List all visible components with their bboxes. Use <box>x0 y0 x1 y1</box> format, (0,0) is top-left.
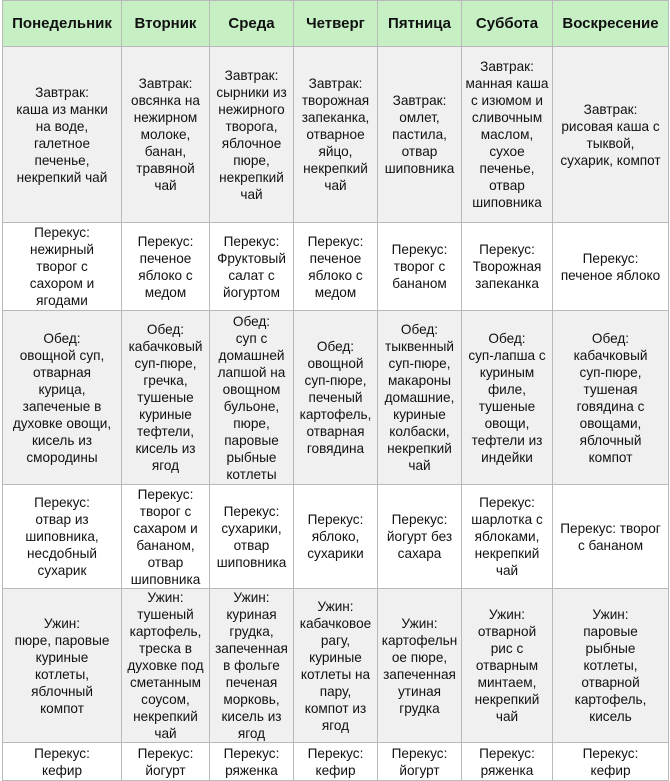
cell-text: Обед: овощной суп-пюре, печеный картофель, отварная говядина <box>299 339 372 456</box>
table-cell <box>378 311 462 485</box>
day-header-thursday: Четверг <box>294 1 378 47</box>
table-cell <box>3 311 122 485</box>
weekly-menu-table <box>2 0 669 781</box>
table-cell <box>462 223 553 311</box>
table-cell <box>294 311 378 485</box>
cell-text: Перекус: йогурт без сахара <box>386 512 453 561</box>
day-header-wednesday: Среда <box>210 1 294 47</box>
cell-text: Перекус: кефир <box>582 745 639 778</box>
day-header-saturday: Суббота <box>462 1 553 47</box>
table-cell <box>294 223 378 311</box>
cell-text: Ужин: картофельн ое пюре, запеченная утиная грудка <box>381 615 458 716</box>
cell-text: Обед: овощной суп, отварная курица, запеченые в духовке овощи, кисель из смородины <box>12 330 112 465</box>
cell-text: Перекус: печеное яблоко <box>560 250 661 283</box>
table-cell <box>462 47 553 223</box>
table-cell <box>462 485 553 589</box>
table-cell <box>122 311 210 485</box>
cell-text: Перекус: Творожная запеканка <box>472 242 542 291</box>
table-cell <box>3 589 122 743</box>
table-cell <box>553 47 669 223</box>
header-row <box>3 1 669 47</box>
cell-text: Перекус: йогурт <box>391 745 448 778</box>
cell-text: Ужин: кабачковое рагу, куриные котлеты на пару, компот из ягод <box>299 598 372 733</box>
table-cell <box>294 743 378 781</box>
table-cell <box>294 589 378 743</box>
table-cell <box>3 485 122 589</box>
cell-text: Перекус: йогурт <box>137 745 194 778</box>
table-cell <box>122 589 210 743</box>
breakfast-row <box>3 47 669 223</box>
table-cell <box>210 743 294 781</box>
snack-row-2 <box>3 485 669 589</box>
table-cell <box>122 743 210 781</box>
table-cell <box>3 223 122 311</box>
table-cell <box>378 589 462 743</box>
snack-row-3 <box>3 743 669 781</box>
cell-text: Перекус: сухарики, отвар шиповника <box>216 503 287 570</box>
table-cell <box>210 589 294 743</box>
cell-text: Обед: суп-лапша с куриным филе, тушеные овощи, тефтели из индейки <box>468 330 546 465</box>
cell-text: Перекус: ряженка <box>223 745 280 778</box>
table-cell <box>462 311 553 485</box>
day-header-friday: Пятница <box>378 1 462 47</box>
cell-text: Перекус: печеное яблоко с медом <box>137 233 194 300</box>
table-cell <box>553 223 669 311</box>
cell-text: Перекус: Фруктовый салат с йогуртом <box>217 233 286 300</box>
cell-text: Обед: кабачковый суп-пюре, тушеная говядина с овощами, яблочный компот <box>573 330 648 465</box>
lunch-row <box>3 311 669 485</box>
table-cell <box>553 485 669 589</box>
cell-text: Перекус: шарлотка с яблоками, некрепкий чай <box>471 495 543 578</box>
cell-text: Завтрак: манная каша с изюмом и сливочным маслом, сухое печенье, отвар шиповника <box>465 59 549 210</box>
day-header-monday: Понедельник <box>3 1 122 47</box>
table-cell <box>462 589 553 743</box>
day-header-tuesday: Вторник <box>122 1 210 47</box>
cell-text: Перекус: творог с сахаром и бананом, отвар шиповника <box>130 486 201 587</box>
table-cell <box>210 47 294 223</box>
cell-text: Обед: тыквенный суп-пюре, макароны домашние, куриные колбаски, некрепкий чай <box>384 322 455 473</box>
table-cell <box>553 743 669 781</box>
table-cell <box>462 743 553 781</box>
table-cell <box>3 47 122 223</box>
cell-text: Ужин: куриная грудка, запеченная в фольге печеная морковь, кисель из ягод <box>215 590 288 741</box>
cell-text: Завтрак: сырники из нежирного творога, яблочное пюре, некрепкий чай <box>216 67 287 202</box>
cell-text: Ужин: паровые рыбные котлеты, отварной картофель, кисель <box>574 607 647 724</box>
table-cell <box>553 589 669 743</box>
table-cell <box>210 485 294 589</box>
table-cell <box>553 311 669 485</box>
cell-text: Перекус: печеное яблоко с медом <box>307 233 364 300</box>
table-cell <box>122 223 210 311</box>
cell-text: Перекус: нежирный творог с сахором и ягодами <box>29 225 95 308</box>
cell-text: Завтрак: каша из манки на воде, галетное печенье, некрепкий чай <box>16 84 108 185</box>
cell-text: Ужин: пюре, паровые куриные котлеты, яблочный компот <box>14 615 110 716</box>
table-cell <box>294 47 378 223</box>
table-cell <box>122 485 210 589</box>
cell-text: Обед: кабачковый суп-пюре, гречка, тушеные куриные тефтели, кисель из ягод <box>128 322 203 473</box>
table-cell <box>378 47 462 223</box>
cell-text: Ужин: отварной рис с отварным минтаем, некрепкий чай <box>474 607 540 724</box>
cell-text: Перекус: ряженка <box>479 745 535 778</box>
table-cell <box>294 485 378 589</box>
cell-text: Завтрак: творожная запеканка, отварное яйцо, некрепкий чай <box>301 76 370 193</box>
cell-text: Перекус: кефир <box>34 745 90 778</box>
table-cell <box>378 743 462 781</box>
cell-text: Перекус: отвар из шиповника, несдобный сухарик <box>25 495 99 578</box>
cell-text: Перекус: кефир <box>307 745 364 778</box>
table-cell <box>3 743 122 781</box>
day-header-sunday: Воскресение <box>553 1 669 47</box>
dinner-row <box>3 589 669 743</box>
cell-text: Ужин: тушеный картофель, треска в духовке под сметанным соусом, некрепкий чай <box>127 590 204 741</box>
table-cell <box>210 311 294 485</box>
cell-text: Завтрак: омлет, пастила, отвар шиповника <box>384 93 455 176</box>
cell-text: Завтрак: овсянка на нежирном молоке, банан, травяной чай <box>131 76 200 193</box>
cell-text: Перекус: творог с бананом <box>560 520 661 553</box>
table-cell <box>378 485 462 589</box>
cell-text: Завтрак: рисовая каша с тыквой, сухарик, компот <box>560 101 661 168</box>
table-cell <box>210 223 294 311</box>
cell-text: Обед: суп с домашней лапшой на овощном бульоне, пюре, паровые рыбные котлеты <box>217 313 286 482</box>
cell-text: Перекус: творог с бананом <box>391 242 448 291</box>
cell-text: Перекус: яблоко, сухарики <box>307 512 364 561</box>
table-cell <box>122 47 210 223</box>
snack-row-1 <box>3 223 669 311</box>
table-cell <box>378 223 462 311</box>
